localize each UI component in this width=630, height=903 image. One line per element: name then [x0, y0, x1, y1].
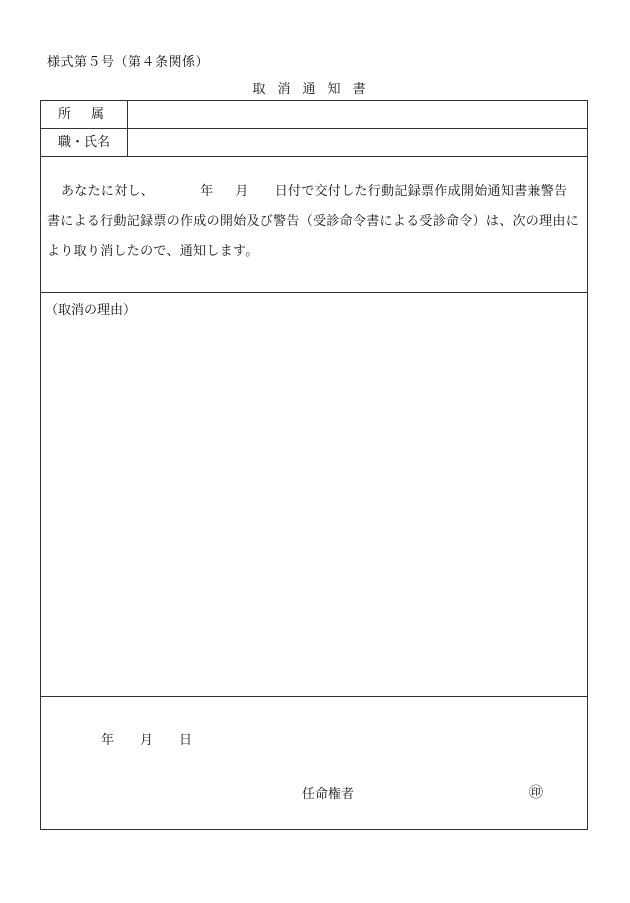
name-row — [41, 129, 587, 157]
notice-line-2: 書による行動記録票の作成の開始及び警告（受診命令書による受診命令）は、次の理由に — [47, 214, 580, 229]
issue-date — [101, 729, 192, 748]
name-label: 職・氏名 — [41, 129, 128, 156]
reason-label: （取消の理由） — [45, 303, 137, 318]
notice-month: 月 — [235, 184, 249, 199]
notice-line-1-end: 日付で交付した行動記録票作成開始通知書兼警告 — [274, 184, 568, 199]
notice-text — [47, 177, 583, 267]
name-field[interactable] — [129, 129, 587, 156]
seal-mark: ㊞ — [529, 785, 543, 801]
form-number: 様式第５号（第４条関係） — [47, 55, 210, 70]
appointer-label: 任命権者 — [302, 787, 355, 802]
affiliation-row — [41, 101, 587, 129]
document-title: 取消通知書 — [252, 82, 378, 97]
reason-section[interactable] — [41, 293, 587, 697]
notice-line-3: より取り消したので、通知します。 — [47, 244, 259, 259]
cancellation-form — [40, 100, 588, 830]
notice-line-1 — [47, 177, 583, 207]
notice-line-1-start: あなたに対し、 — [61, 184, 155, 199]
notice-year: 年 — [200, 184, 214, 199]
issue-year: 年 — [101, 733, 115, 748]
issue-month: 月 — [140, 733, 154, 748]
issue-day: 日 — [179, 733, 193, 748]
notice-section — [41, 157, 587, 293]
signature-section — [41, 697, 587, 829]
affiliation-field[interactable] — [129, 101, 587, 128]
affiliation-label: 所属 — [41, 101, 128, 128]
